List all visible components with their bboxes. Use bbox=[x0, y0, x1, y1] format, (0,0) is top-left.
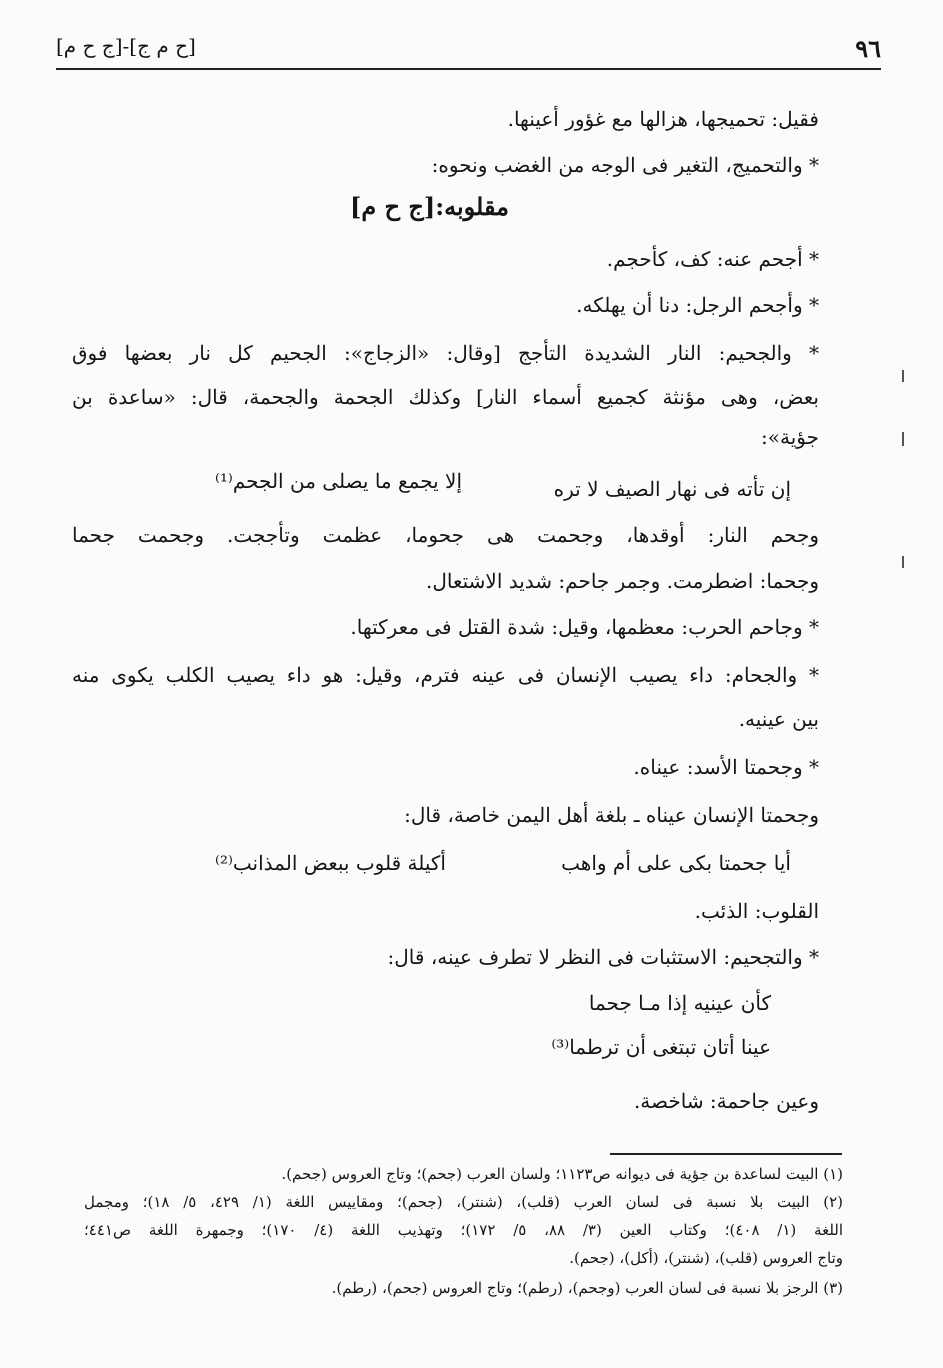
verse-2-second-hemistich: أكيلة قلوب ببعض المذانب⁽²⁾ bbox=[215, 851, 446, 875]
text-line-7: جؤية»: bbox=[761, 425, 819, 449]
verse-3-first-line: كأن عينيه إذا مـا جحما bbox=[588, 991, 771, 1015]
text-line-16: * والتجحيم: الاستثبات فى النظر لا تطرف عينه، قال: bbox=[387, 945, 819, 969]
text-line-13: * وجحمتا الأسد: عيناه. bbox=[633, 755, 819, 779]
footnote-1: (١) البيت لساعدة بن جؤية فى ديوانه ص١١٢٣؛ ولسان العرب (جحم)؛ وتاج العروس (جحم). bbox=[281, 1165, 843, 1183]
verse-1-second-hemistich: إلا يجمع ما يصلى من الجحم⁽¹⁾ bbox=[214, 469, 462, 493]
text-line-4: * وأجحم الرجل: دنا أن يهلكه. bbox=[576, 293, 819, 317]
margin-scan-mark bbox=[902, 432, 904, 446]
text-line-9: وجحما: اضطرمت. وجمر جاحم: شديد الاشتعال. bbox=[426, 569, 819, 593]
text-line-14: وجحمتا الإنسان عيناه ـ بلغة أهل اليمن خاصة، قال: bbox=[404, 803, 819, 827]
text-line-1: فقيل: تحميجها، هزالها مع غؤور أعينها. bbox=[507, 107, 819, 131]
footnote-2-line-1: (٢) البيت بلا نسبة فى لسان العرب (قلب)، (شنتر)، (جحم)؛ ومقاييس اللغة (١/ ٤٢٩، ٥/ ١٨)؛ ومجمل bbox=[84, 1193, 844, 1211]
section-heading: مقلوبه:[ج ح م] bbox=[349, 192, 509, 221]
text-line-15: القلوب: الذئب. bbox=[694, 899, 819, 923]
text-line-5: * والجحيم: النار الشديدة التأجج [وقال: «الزجاج»: الجحيم كل نار بعضها فوق bbox=[72, 341, 819, 365]
footnote-rule bbox=[610, 1153, 842, 1155]
header-rule bbox=[56, 68, 881, 70]
running-title: [ح م ج]-[ج ح م] bbox=[56, 34, 196, 58]
verse-3-second-line: عينا أتان تبتغى أن ترطما⁽³⁾ bbox=[551, 1035, 771, 1059]
text-line-12: بين عينيه. bbox=[738, 707, 819, 731]
text-line-2: * والتحميج، التغير فى الوجه من الغضب ونحوه: bbox=[431, 153, 819, 177]
margin-scan-mark bbox=[902, 556, 904, 568]
footnote-2-line-3: وتاج العروس (قلب)، (شنتر)، (أكل)، (جحم). bbox=[569, 1249, 843, 1267]
page-number: ٩٦ bbox=[855, 34, 881, 63]
text-line-8: وجحم النار: أوقدها، وجحمت هى جحوما، عظمت وتأججت. وجحمت جحما bbox=[72, 523, 819, 547]
verse-2-first-hemistich: أيا جحمتا بكى على أم واهب bbox=[561, 851, 791, 875]
page-header bbox=[56, 30, 881, 70]
footnote-3: (٣) الرجز بلا نسبة فى لسان العرب (وجحم)، (رطم)؛ وتاج العروس (جحم)، (رطم). bbox=[331, 1279, 843, 1297]
text-line-17: وعين جاحمة: شاخصة. bbox=[633, 1089, 819, 1113]
text-line-6: بعض، وهى مؤنثة كجميع أسماء النار] وكذلك الجحمة والجحمة، قال: «ساعدة بن bbox=[72, 385, 819, 409]
margin-scan-mark bbox=[902, 370, 904, 382]
footnote-2-line-2: اللغة (١/ ٤٠٨)؛ وكتاب العين (٣/ ٨٨، ٥/ ١٧٢)؛ وتهذيب اللغة (٤/ ١٧٠)؛ وجمهرة اللغة ص٤٤١؛ bbox=[84, 1221, 844, 1239]
verse-1-first-hemistich: إن تأته فى نهار الصيف لا تره bbox=[553, 477, 791, 501]
text-line-10: * وجاحم الحرب: معظمها، وقيل: شدة القتل فى معركتها. bbox=[350, 615, 819, 639]
text-line-11: * والجحام: داء يصيب الإنسان فى عينه فترم، وقيل: هو داء يصيب الكلب يكوى منه bbox=[72, 663, 819, 687]
text-line-3: * أجحم عنه: كف، كأحجم. bbox=[606, 247, 819, 271]
